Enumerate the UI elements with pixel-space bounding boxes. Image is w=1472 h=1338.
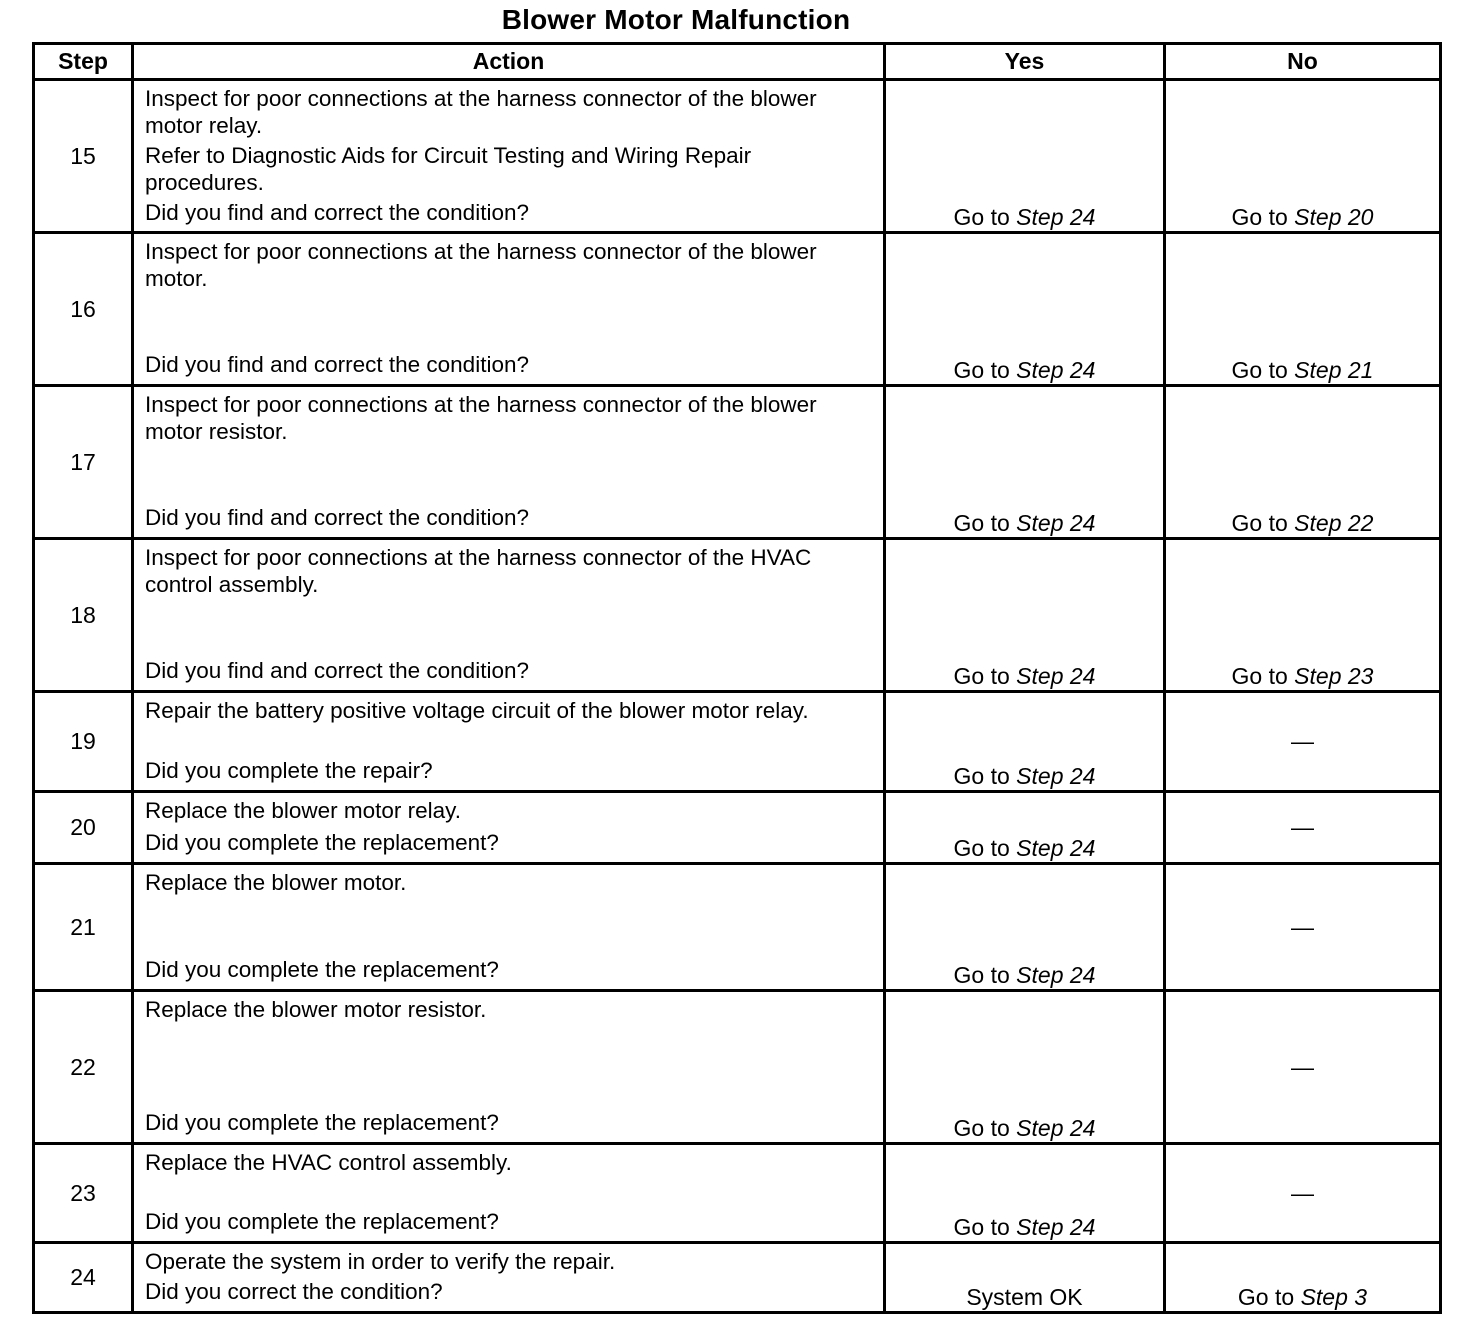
no-cell: — (1165, 792, 1441, 864)
yes-cell (885, 233, 1165, 386)
action-text: Replace the blower motor. (145, 870, 407, 895)
action-question: Did you complete the replacement? (145, 957, 499, 982)
table-header-row (34, 44, 1441, 80)
action-cell (133, 539, 885, 692)
goto-step-link[interactable]: Step 24 (1016, 510, 1096, 536)
action-text: Replace the blower motor relay. (145, 798, 461, 823)
no-cell (1165, 80, 1441, 233)
step-number: 21 (34, 864, 133, 991)
yes-cell (885, 1144, 1165, 1243)
yes-cell (885, 386, 1165, 539)
action-text: Inspect for poor connections at the harness connector of the blower motor resistor. (145, 392, 817, 444)
step-number: 19 (34, 692, 133, 792)
no-cell (1165, 386, 1441, 539)
goto-step-link[interactable]: Step 3 (1300, 1284, 1368, 1310)
action-question: Did you complete the replacement? (145, 1209, 499, 1234)
goto-step-link[interactable]: Step 24 (1016, 204, 1096, 230)
action-question: Did you find and correct the condition? (145, 352, 529, 377)
goto-prefix: Go to (1231, 663, 1288, 689)
step-number: 18 (34, 539, 133, 692)
goto-step-link[interactable]: Step 24 (1016, 1115, 1096, 1141)
goto-step-link[interactable]: Step 24 (1016, 835, 1096, 861)
goto-step-link[interactable]: Step 20 (1294, 204, 1374, 230)
goto-prefix: Go to (953, 763, 1010, 789)
page-title: Blower Motor Malfunction (501, 4, 851, 35)
action-question: Did you complete the repair? (145, 758, 433, 783)
action-cell (133, 792, 885, 864)
table-row (34, 539, 1441, 692)
yes-cell (885, 792, 1165, 864)
action-cell (133, 1243, 885, 1313)
table-row (34, 792, 1441, 864)
action-text: Replace the HVAC control assembly. (145, 1150, 512, 1175)
action-text: Replace the blower motor resistor. (145, 997, 487, 1022)
step-number: 17 (34, 386, 133, 539)
action-question: Did you correct the condition? (145, 1279, 443, 1304)
no-cell: — (1165, 991, 1441, 1144)
yes-cell (885, 692, 1165, 792)
table-row (34, 386, 1441, 539)
step-number: 20 (34, 792, 133, 864)
goto-prefix: Go to (953, 962, 1010, 988)
action-cell (133, 233, 885, 386)
action-question: Did you complete the replacement? (145, 830, 499, 855)
goto-step-link[interactable]: Step 24 (1016, 962, 1096, 988)
goto-prefix: Go to (1231, 204, 1288, 230)
action-question: Did you find and correct the condition? (145, 505, 529, 530)
table-row (34, 864, 1441, 991)
action-text: Inspect for poor connections at the harness connector of the HVAC control assembly. (145, 545, 812, 597)
table-row (34, 1144, 1441, 1243)
header-yes: Yes (885, 44, 1165, 80)
header-step: Step (34, 44, 133, 80)
goto-prefix: Go to (953, 1214, 1010, 1240)
step-number: 22 (34, 991, 133, 1144)
goto-prefix: Go to (953, 663, 1010, 689)
goto-step-link[interactable]: Step 24 (1016, 1214, 1096, 1240)
no-cell: — (1165, 1144, 1441, 1243)
goto-prefix: Go to (953, 835, 1010, 861)
action-text: Repair the battery positive voltage circuit of the blower motor relay. (145, 698, 809, 723)
header-action: Action (133, 44, 885, 80)
action-cell (133, 386, 885, 539)
action-cell (133, 1144, 885, 1243)
goto-prefix: Go to (953, 1115, 1010, 1141)
table-row (34, 991, 1441, 1144)
yes-cell (885, 864, 1165, 991)
action-question: Did you find and correct the condition? (145, 658, 529, 683)
table-row (34, 233, 1441, 386)
no-cell (1165, 539, 1441, 692)
goto-prefix: Go to (953, 510, 1010, 536)
header-no: No (1165, 44, 1441, 80)
table-row (34, 1243, 1441, 1313)
no-cell: — (1165, 864, 1441, 991)
table-row (34, 692, 1441, 792)
action-cell (133, 692, 885, 792)
yes-cell (885, 991, 1165, 1144)
action-cell (133, 80, 885, 233)
goto-step-link[interactable]: Step 23 (1294, 663, 1374, 689)
diagnostic-table (32, 42, 1442, 1314)
no-cell (1165, 233, 1441, 386)
goto-step-link[interactable]: Step 24 (1016, 357, 1096, 383)
goto-prefix: Go to (953, 204, 1010, 230)
goto-prefix: Go to (1231, 357, 1288, 383)
no-cell (1165, 1243, 1441, 1313)
goto-step-link[interactable]: Step 22 (1294, 510, 1374, 536)
step-number: 23 (34, 1144, 133, 1243)
action-text: Operate the system in order to verify the repair. (145, 1249, 616, 1274)
system-ok-text: System OK (966, 1284, 1083, 1310)
goto-prefix: Go to (1237, 1284, 1295, 1310)
action-question: Did you find and correct the condition? (145, 200, 529, 225)
yes-cell (885, 80, 1165, 233)
step-number: 15 (34, 80, 133, 233)
goto-prefix: Go to (1231, 510, 1288, 536)
goto-step-link[interactable]: Step 21 (1294, 357, 1374, 383)
no-cell: — (1165, 692, 1441, 792)
action-text: Inspect for poor connections at the harness connector of the blower motor. (145, 239, 817, 291)
step-number: 16 (34, 233, 133, 386)
goto-prefix: Go to (953, 357, 1010, 383)
goto-step-link[interactable]: Step 24 (1016, 763, 1096, 789)
action-cell (133, 864, 885, 991)
action-text: Inspect for poor connections at the harness connector of the blower motor relay. (145, 86, 817, 138)
action-cell (133, 991, 885, 1144)
yes-cell (885, 1243, 1165, 1313)
action-text: Refer to Diagnostic Aids for Circuit Testing and Wiring Repair procedures. (145, 143, 752, 195)
goto-step-link[interactable]: Step 24 (1016, 663, 1096, 689)
action-question: Did you complete the replacement? (145, 1110, 499, 1135)
yes-cell (885, 539, 1165, 692)
table-row (34, 80, 1441, 233)
step-number: 24 (34, 1243, 133, 1313)
